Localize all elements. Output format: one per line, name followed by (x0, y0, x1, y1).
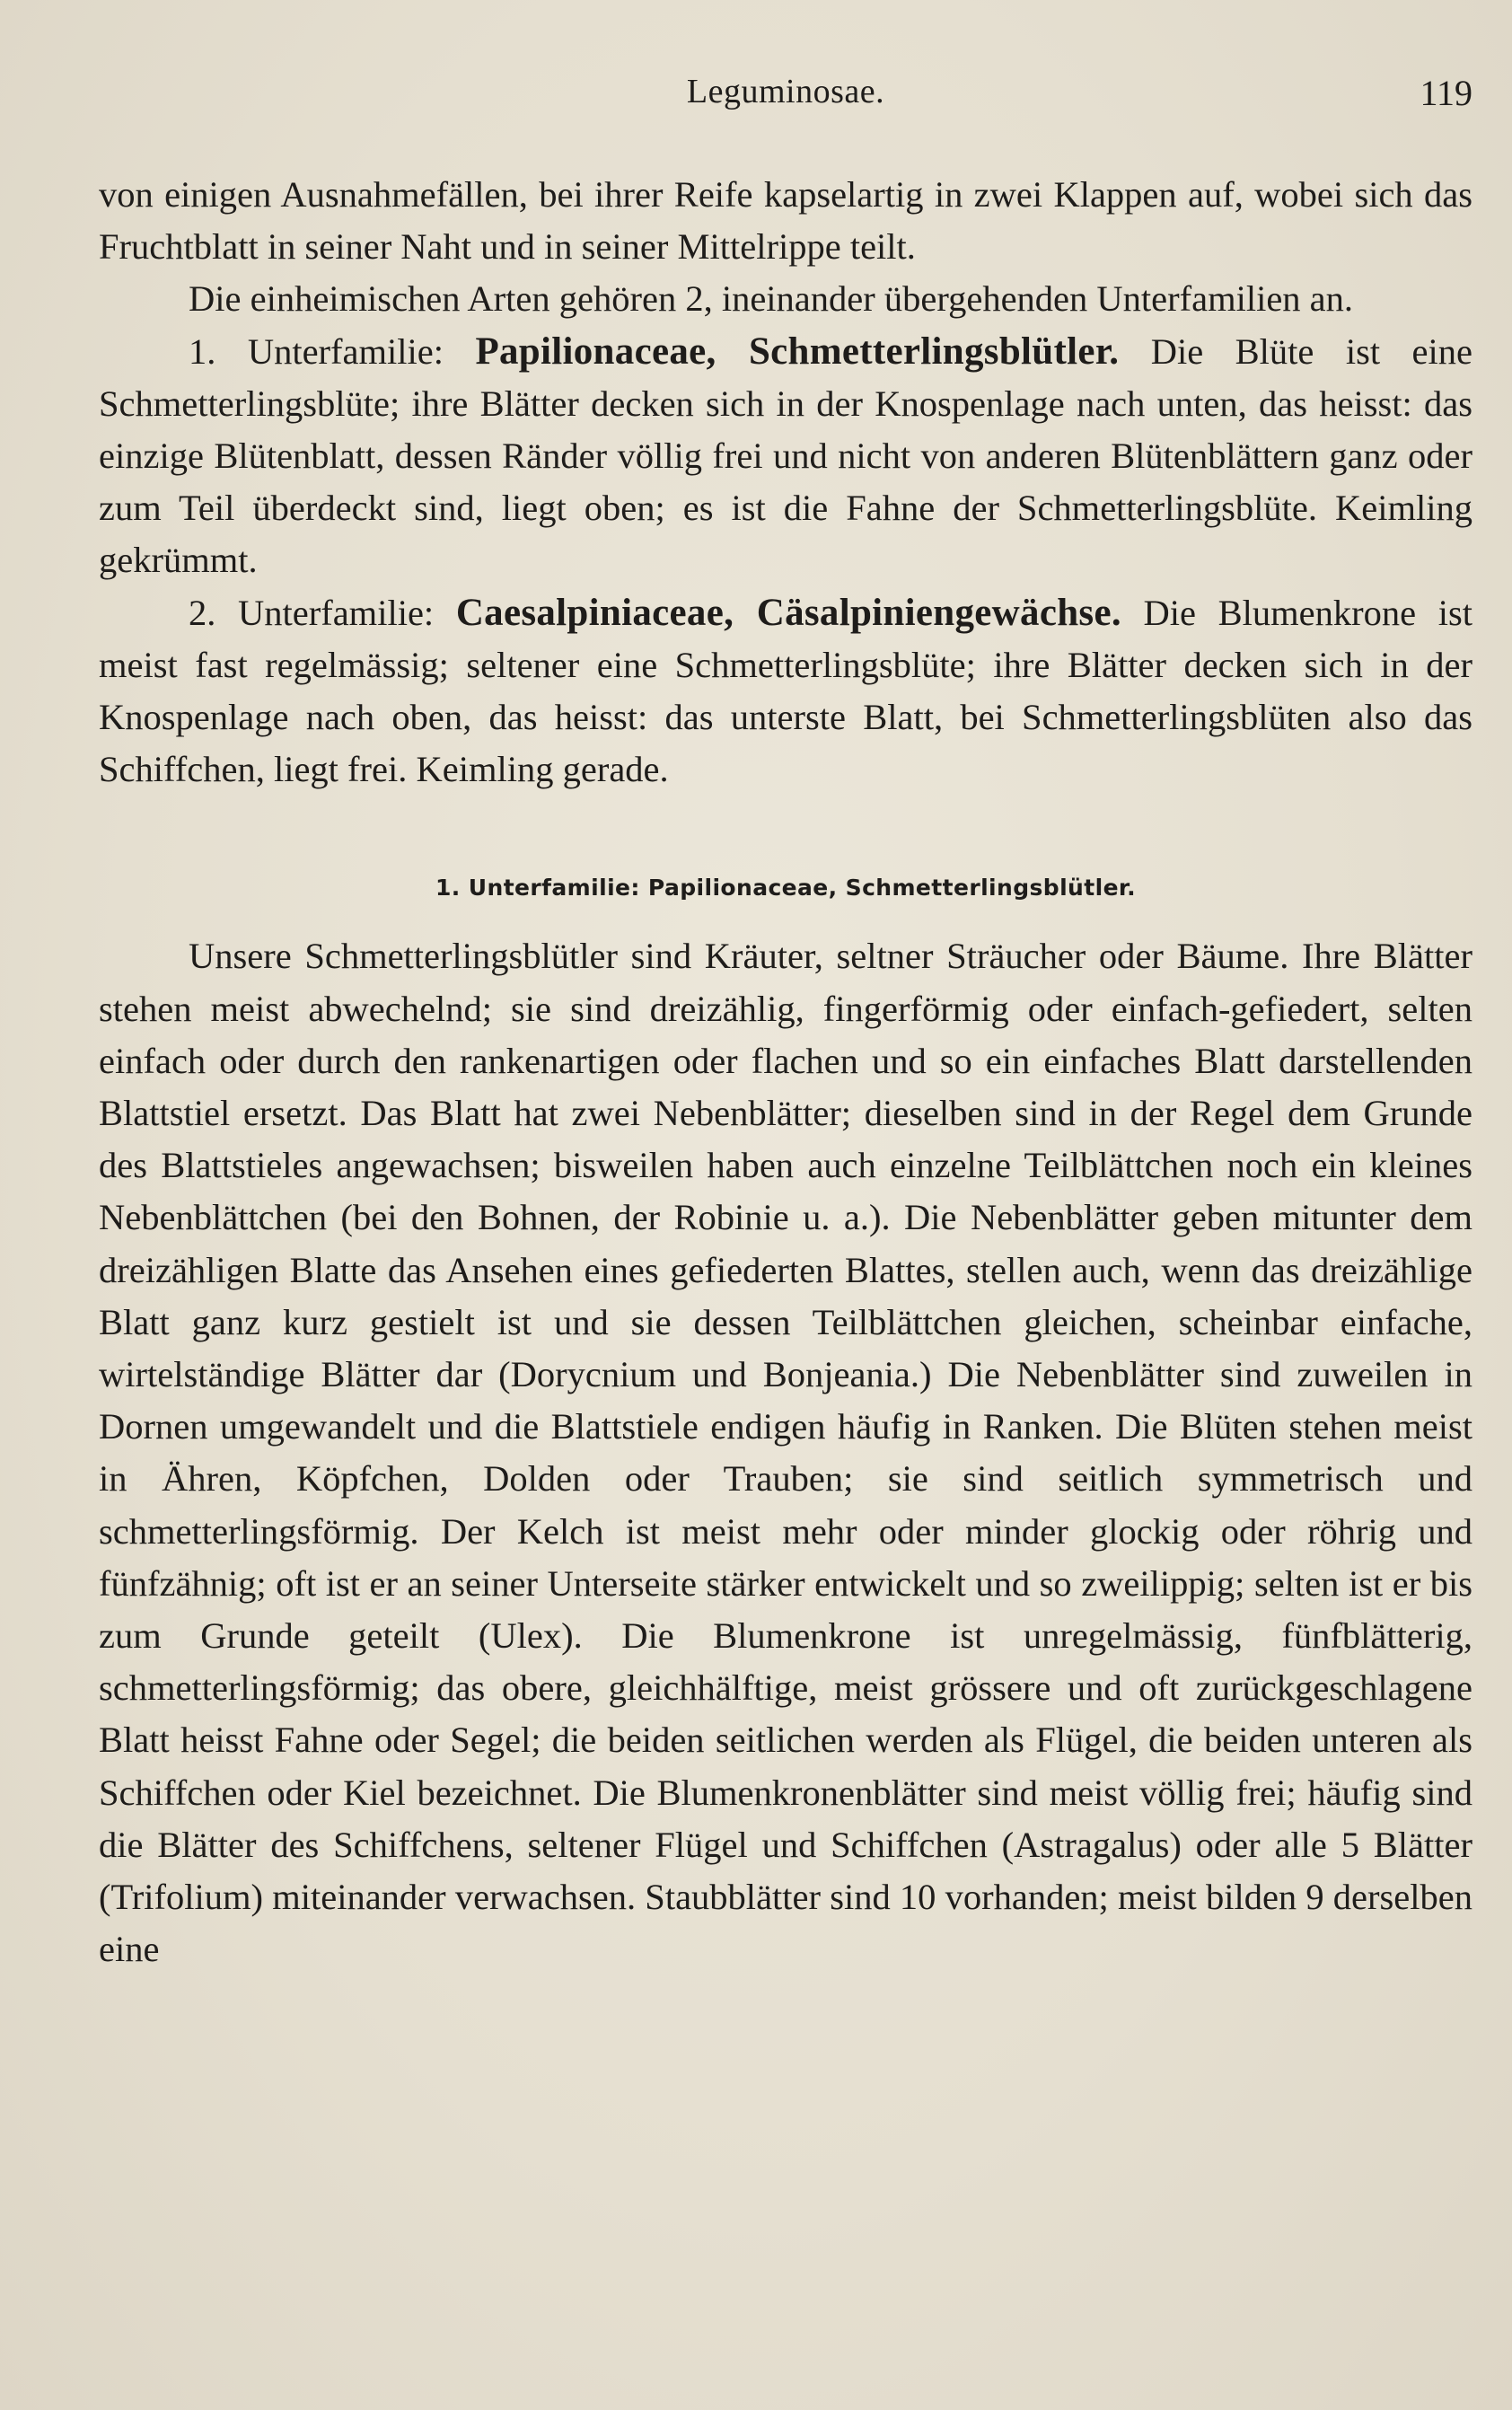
page-number: 119 (1420, 73, 1472, 113)
subfamily-2-description: Die Blumenkrone ist meist fast regelmässig; seltener eine Schmetterlingsblüte; ihre Blätter decken sich in der Knospenlage nach oben, das heisst: das unterste Blatt, bei Schmetterlingsblüten also das Schiffchen, liegt frei. Keimling gerade. (99, 592, 1472, 790)
subfamily-1-description: Die Blüte ist eine Schmetterlingsblüte; ihre Blätter decken sich in der Knospenlage nach unten, das heisst: das einzige Blütenblatt, dessen Ränder völlig frei und nicht von anderen Blütenblättern ganz oder zum Teil überdeckt sind, liegt oben; es ist die Fahne der Schmetterlingsblüte. Keimling gekrümmt. (99, 330, 1472, 581)
paragraph-continuation: von einigen Ausnahmefällen, bei ihrer Reife kapselartig in zwei Klappen auf, wobei sich das Fruchtblatt in seiner Naht und in seiner Mittelrippe teilt. (99, 174, 1472, 268)
paragraph-subfamily-1 (99, 326, 1472, 587)
subfamily-1-name: Papilionaceae, Schmetterlingsblütler. (475, 330, 1120, 373)
body-text (99, 169, 1472, 1976)
subfamily-1-lead: 1. Unterfamilie: (189, 330, 476, 372)
paragraph-papilionaceae-description: Unsere Schmetterlingsblütler sind Kräuter, seltner Sträucher oder Bäume. Ihre Blätter stehen meist abwechelnd; sie sind dreizählig, fingerförmig oder einfach-gefiedert, selten einfach oder durch den rankenartigen oder flachen und so ein einfaches Blatt darstellenden Blattstiel ersetzt. Das Blatt hat zwei Nebenblätter; dieselben sind in der Regel dem Grunde des Blattstieles angewachsen; bisweilen haben auch einzelne Teilblättchen noch ein kleines Nebenblättchen (bei den Bohnen, der Robinie u. a.). Die Nebenblätter geben mitunter dem dreizähligen Blatte das Ansehen eines gefiederten Blattes, stellen auch, wenn das dreizählige Blatt ganz kurz gestielt ist und sie dessen Teilblättchen gleichen, scheinbar einfache, wirtelständige Blätter dar (Dorycnium und Bonjeania.) Die Nebenblätter sind zuweilen in Dornen umgewandelt und die Blattstiele endigen häufig in Ranken. Die Blüten stehen meist in Ähren, Köpfchen, Dolden oder Trauben; sie sind seitlich symmetrisch und schmetterlingsförmig. Der Kelch ist meist mehr oder minder glockig oder röhrig und fünfzähnig; oft ist er an seiner Unterseite stärker entwickelt und so zweilippig; selten ist er bis zum Grunde geteilt (Ulex). Die Blumenkrone ist unregelmässig, fünfblätterig, schmetterlingsförmig; das obere, gleichhälftige, meist grössere und oft zurückgeschlagene Blatt heisst Fahne oder Segel; die beiden seitlichen werden als Flügel, die beiden unteren als Schiffchen oder Kiel bezeichnet. Die Blumenkronenblätter sind meist völlig frei; häufig sind die Blätter des Schiffchens, seltener Flügel und Schiffchen (Astragalus) oder alle 5 Blätter (Trifolium) miteinander verwachsen. Staubblätter sind 10 vorhanden; meist bilden 9 derselben eine (99, 936, 1472, 1970)
running-title: Leguminosae. (686, 73, 885, 110)
subfamily-2-lead: 2. Unterfamilie: (189, 592, 456, 633)
subfamily-2-name: Caesalpiniaceae, Cäsalpiniengewächse. (455, 591, 1121, 634)
paragraph-subfamilies-intro: Die einheimischen Arten gehören 2, ineinander übergehenden Unterfamilien an. (189, 278, 1354, 320)
running-head (99, 72, 1472, 117)
paragraph-subfamily-2 (99, 587, 1472, 796)
section-heading: 1. Unterfamilie: Papilionaceae, Schmetterlingsblütler. (435, 875, 1136, 902)
